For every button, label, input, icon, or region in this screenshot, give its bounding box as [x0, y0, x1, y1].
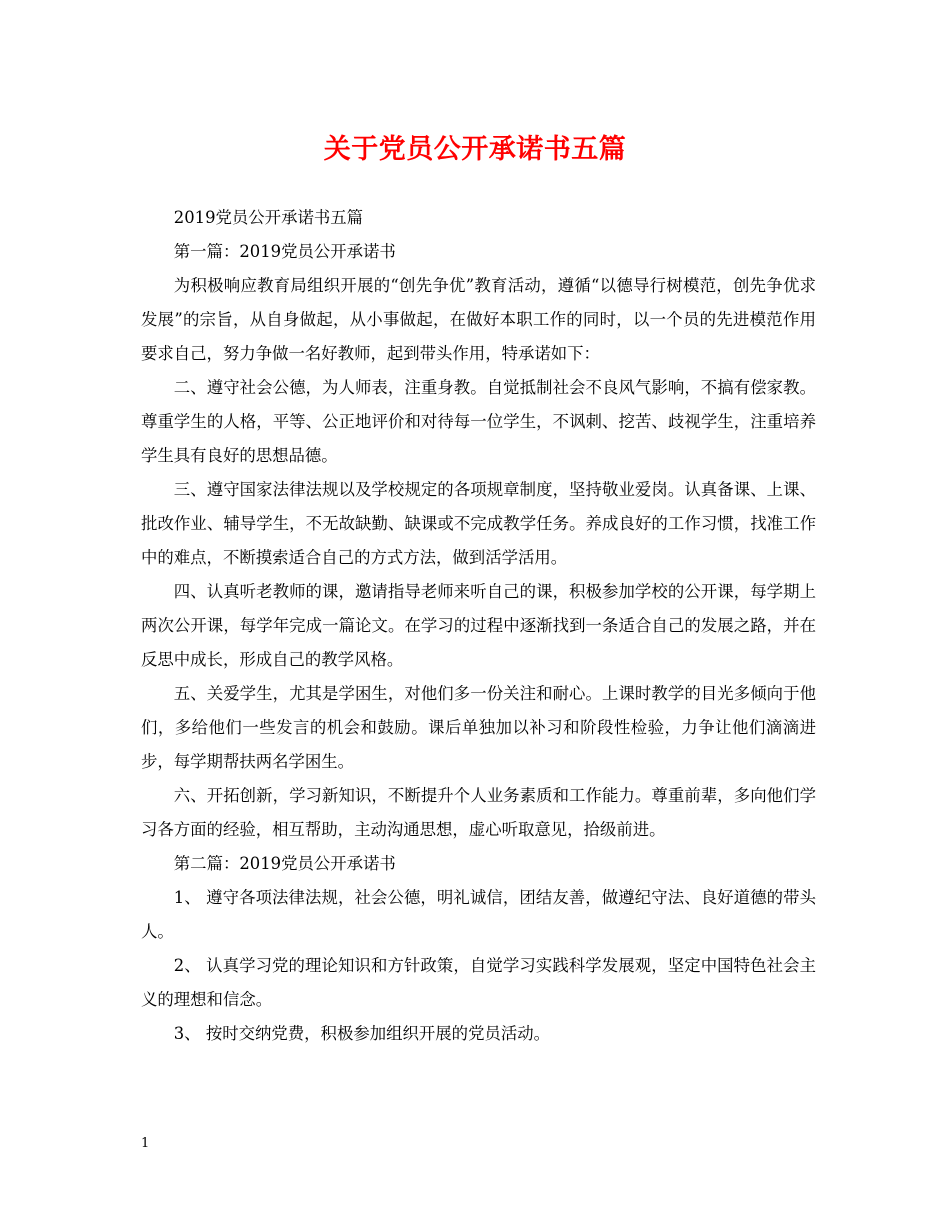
paragraph-section-heading-2: 第二篇：2019党员公开承诺书 [173, 854, 396, 873]
paragraph-numbered-1: 1、 遵守各项法律法规，社会公德，明礼诚信，团结友善，做遵纪守法、良好道德的带头人。 [141, 888, 816, 941]
paragraph-item-3: 三、遵守国家法律法规以及学校规定的各项规章制度，坚持敬业爱岗。认真备课、上课、批改作业、辅导学生，不无故缺勤、缺课或不完成教学任务。养成良好的工作习惯，找准工作中的难点，不断摸索适合自己的方式方法，做到活学活用。 [141, 480, 816, 567]
paragraph-item-4: 四、认真听老教师的课，邀请指导老师来听自己的课，积极参加学校的公开课，每学期上两次公开课，每学年完成一篇论文。在学习的过程中逐渐找到一条适合自己的发展之路，并在反思中成长，形成自己的教学风格。 [141, 582, 816, 669]
page-number: 1 [141, 1136, 150, 1151]
paragraph-numbered-2: 2、 认真学习党的理论知识和方针政策，自觉学习实践科学发展观，坚定中国特色社会主义的理想和信念。 [141, 956, 816, 1009]
paragraph-intro: 为积极响应教育局组织开展的“创先争优”教育活动，遵循“以德导行树模范，创先争优求发展”的宗旨，从自身做起，从小事做起，在做好本职工作的同时，以一个员的先进模范作用要求自己，努力争做一名好教师，起到带头作用，特承诺如下： [141, 276, 816, 363]
paragraph-item-5: 五、关爱学生，尤其是学困生，对他们多一份关注和耐心。上课时教学的目光多倾向于他们，多给他们一些发言的机会和鼓励。课后单独加以补习和阶段性检验，力争让他们滴滴进步，每学期帮扶两名学困生。 [141, 684, 816, 771]
paragraph-item-6: 六、开拓创新，学习新知识，不断提升个人业务素质和工作能力。尊重前辈，多向他们学习各方面的经验，相互帮助，主动沟通思想，虚心听取意见，拾级前进。 [141, 786, 816, 839]
document-body [141, 201, 816, 1051]
document-title: 关于党员公开承诺书五篇 [323, 134, 627, 165]
paragraph-section-heading-1: 第一篇：2019党员公开承诺书 [173, 242, 396, 261]
paragraph-subtitle: 2019党员公开承诺书五篇 [173, 208, 364, 227]
paragraph-item-2: 二、遵守社会公德，为人师表，注重身教。自觉抵制社会不良风气影响，不搞有偿家教。尊重学生的人格，平等、公正地评价和对待每一位学生，不讽刺、挖苦、歧视学生，注重培养学生具有良好的思想品德。 [141, 378, 816, 465]
paragraph-numbered-3: 3、 按时交纳党费，积极参加组织开展的党员活动。 [173, 1024, 551, 1043]
